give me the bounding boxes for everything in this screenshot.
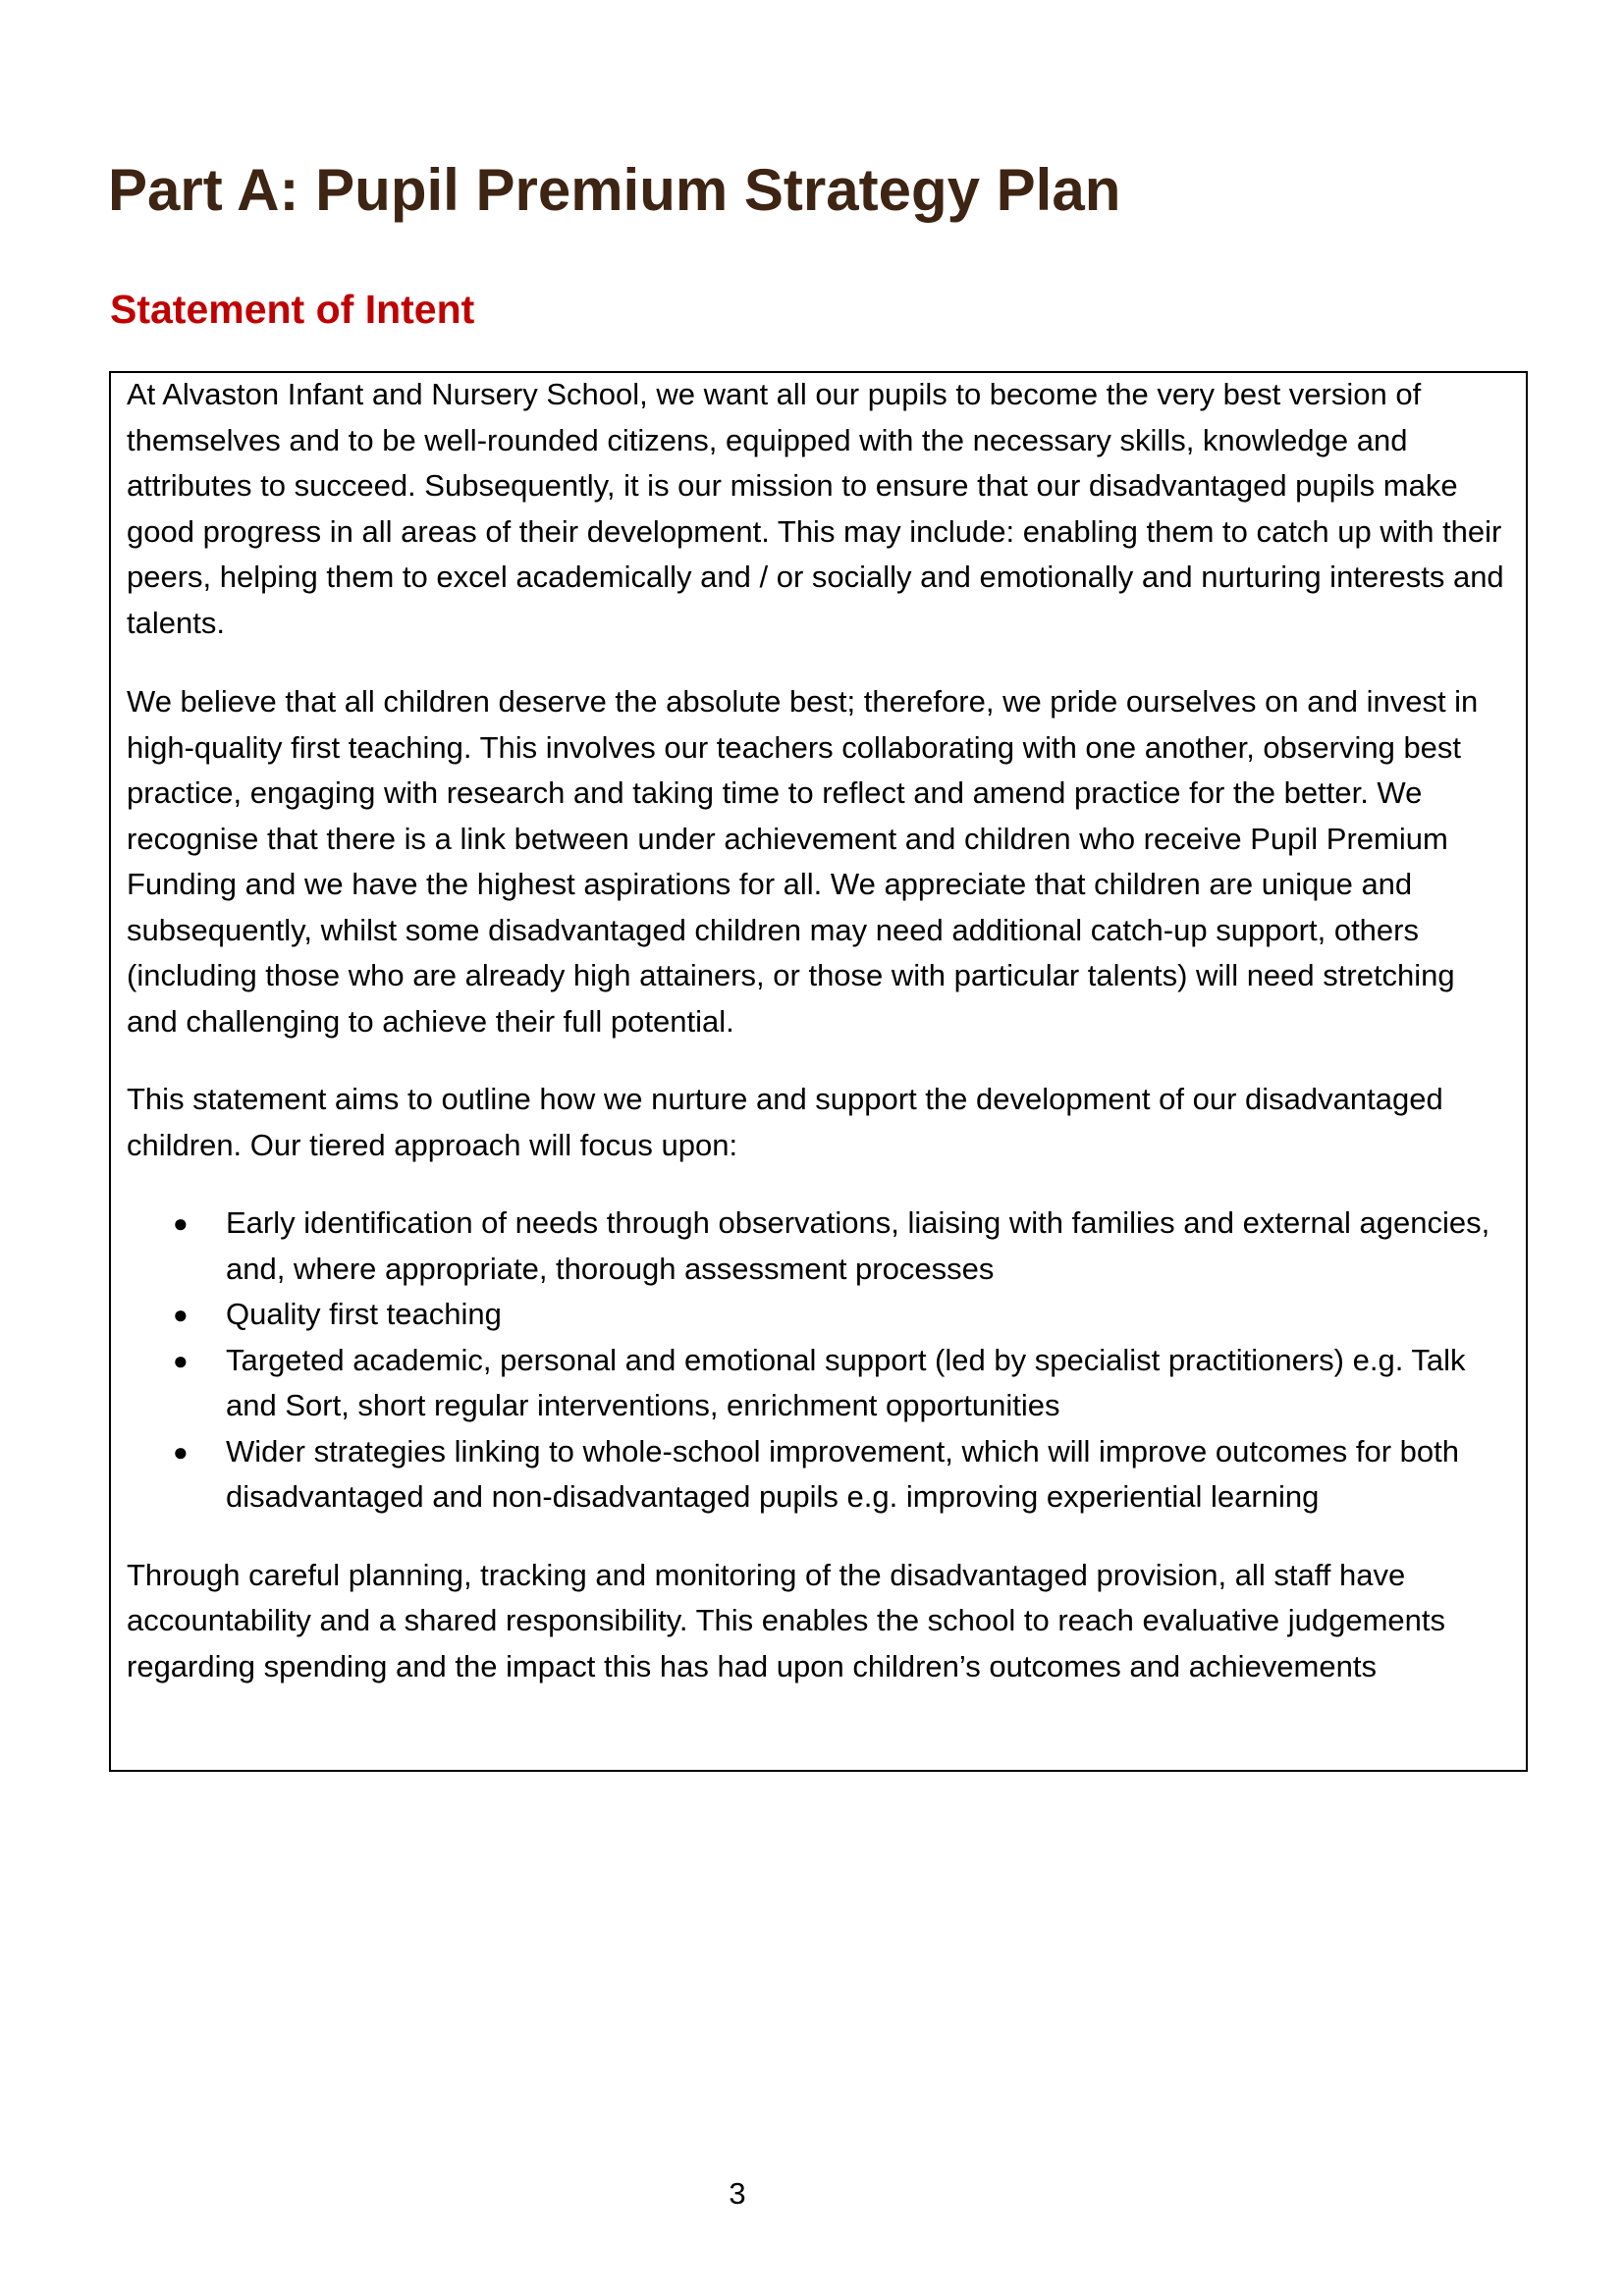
list-item: [127, 1201, 1512, 1292]
bullet-icon: ●: [173, 1345, 189, 1375]
closing-paragraph: Through careful planning, tracking and monitoring of the disadvantaged provision, all staff have accountability and a shared responsibility. This enables the school to reach evaluative judgements regarding spending and the impact this has had upon children’s outcomes and achievements: [127, 1557, 1445, 1683]
list-item: [127, 1292, 1512, 1338]
statement-of-intent-box: [109, 371, 1528, 1772]
list-item-text: Wider strategies linking to whole-school improvement, which will improve outcomes for both disadvantaged and non-disadvantaged pupils e.g. improving experiential learning: [226, 1433, 1460, 1514]
list-item: [127, 1429, 1512, 1521]
page-title: Part A: Pupil Premium Strategy Plan: [108, 157, 1121, 223]
intent-paragraph-1: At Alvaston Infant and Nursery School, we want all our pupils to become the very best version of themselves and to be well-rounded citizens, equipped with the necessary skills, knowledge and attributes to succeed. Subsequently, it is our mission to ensure that our disadvantaged pupils make good progress in all areas of their development. This may include: enabling them to catch up with their peers, helping them to excel academically and / or socially and emotionally and nurturing interests and talents.: [127, 377, 1504, 640]
tiered-approach-list: [127, 1201, 1512, 1521]
intent-paragraph-3: This statement aims to outline how we nurture and support the development of our disadvantaged children. Our tiered approach will focus upon:: [127, 1082, 1443, 1162]
list-item-text: Targeted academic, personal and emotional support (led by specialist practitioners) e.g. Talk and Sort, short regular interventions, enrichment opportunities: [226, 1342, 1466, 1422]
list-item: [127, 1338, 1512, 1429]
bullet-icon: ●: [173, 1436, 189, 1467]
intent-paragraph-2: We believe that all children deserve the absolute best; therefore, we pride ourselves on and invest in high-quality first teaching. This involves our teachers collaborating with one another, observing best practice, engaging with research and taking time to reflect and amend practice for the better. We recognise that there is a link between under achievement and children who receive Pupil Premium Funding and we have the highest aspirations for all. We appreciate that children are unique and subsequently, whilst some disadvantaged children may need additional catch-up support, others (including those who are already high attainers, or those with particular talents) will need stretching and challenging to achieve their full potential.: [127, 684, 1479, 1039]
list-item-text: Early identification of needs through observations, liaising with families and external agencies, and, where appropriate, thorough assessment processes: [226, 1205, 1490, 1286]
page-number: 3: [729, 2176, 746, 2211]
bullet-icon: ●: [173, 1208, 189, 1238]
bullet-icon: ●: [173, 1300, 189, 1329]
section-heading-statement-of-intent: Statement of Intent: [110, 287, 475, 332]
list-item-text: Quality first teaching: [226, 1297, 502, 1331]
